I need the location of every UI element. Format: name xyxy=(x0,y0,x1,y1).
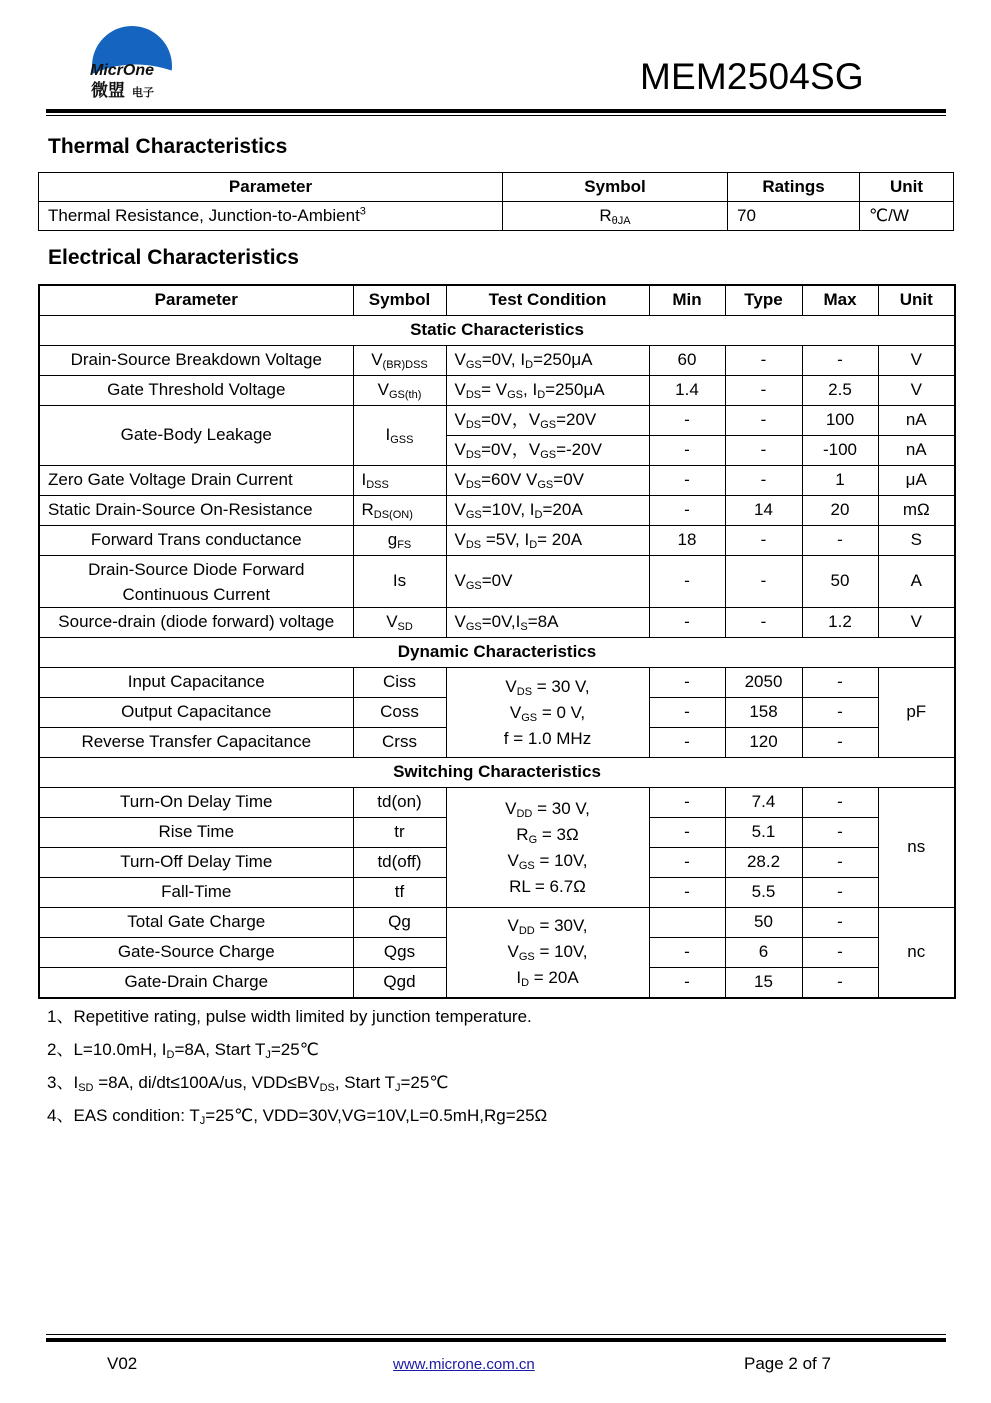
min: - xyxy=(649,788,725,818)
table-row xyxy=(39,526,955,556)
condition: $V_{DS}= V_{GS}$, $I_D=250\mu A$ xyxy=(446,376,649,406)
section-static: Static Characteristics xyxy=(39,316,955,346)
condition: $V_{GS}=0V$, $I_D=250\mu A$ xyxy=(446,346,649,376)
param: Rise Time xyxy=(39,818,353,848)
max: -100 xyxy=(802,436,878,466)
symbol: $I_{DSS}$ xyxy=(353,466,446,496)
unit: nc xyxy=(878,908,955,998)
min: - xyxy=(649,818,725,848)
typ: 28.2 xyxy=(725,848,802,878)
typ: 15 xyxy=(725,968,802,998)
min: 60 xyxy=(649,346,725,376)
param: Forward Trans conductance xyxy=(39,526,353,556)
typ: - xyxy=(725,556,802,608)
section-switching: Switching Characteristics xyxy=(39,758,955,788)
website-link[interactable]: www.microne.com.cn xyxy=(393,1356,535,1373)
logo-text-cn: 微盟 xyxy=(91,81,125,101)
symbol: Ciss xyxy=(353,668,446,698)
param: Static Drain-Source On-Resistance xyxy=(39,496,353,526)
header-symbol: Symbol xyxy=(353,285,446,316)
logo-text-cn-small: 电子 xyxy=(132,86,154,99)
typ: 158 xyxy=(725,698,802,728)
unit: S xyxy=(878,526,955,556)
symbol: Qgd xyxy=(353,968,446,998)
unit: V xyxy=(878,608,955,638)
symbol: Crss xyxy=(353,728,446,758)
max: - xyxy=(802,968,878,998)
symbol: $V_{SD}$ xyxy=(353,608,446,638)
typ: 50 xyxy=(725,908,802,938)
typ: - xyxy=(725,608,802,638)
condition: $V_{DD} = 30$ V, $R_G = 3\Omega$ $V_{GS} = 10V$, RL = 6.7Ω xyxy=(446,788,649,908)
thermal-header-parameter: Parameter xyxy=(39,173,503,202)
typ: 2050 xyxy=(725,668,802,698)
thermal-rating: 70 xyxy=(728,202,860,231)
condition: $V_{GS}=0V$ xyxy=(446,556,649,608)
condition: $V_{DS} =5V$, $I_D= 20A$ xyxy=(446,526,649,556)
table-row xyxy=(39,788,955,818)
note-4: 4、EAS condition: $T_J=25℃$, VDD=30V,VG=10V,L=0.5mH,Rg=25Ω xyxy=(47,1106,548,1127)
table-row xyxy=(39,346,955,376)
param: Output Capacitance xyxy=(39,698,353,728)
max: - xyxy=(802,526,878,556)
min: - xyxy=(649,436,725,466)
param: Drain-Source Diode Forward Continuous Current xyxy=(39,556,353,608)
footer-rule xyxy=(46,1338,946,1342)
min: - xyxy=(649,938,725,968)
unit: μA xyxy=(878,466,955,496)
typ: 5.1 xyxy=(725,818,802,848)
min: - xyxy=(649,496,725,526)
condition: $V_{DD} = 30V$, $V_{GS} = 10V$, $I_D = 20A$ xyxy=(446,908,649,998)
param: Source-drain (diode forward) voltage xyxy=(39,608,353,638)
symbol: Qg xyxy=(353,908,446,938)
condition: $V_{GS}=10V$, $I_D=20A$ xyxy=(446,496,649,526)
electrical-table xyxy=(38,284,956,999)
min: - xyxy=(649,968,725,998)
symbol: Is xyxy=(353,556,446,608)
param: Total Gate Charge xyxy=(39,908,353,938)
param: Gate-Body Leakage xyxy=(39,406,353,466)
typ: 120 xyxy=(725,728,802,758)
header-type: Type xyxy=(725,285,802,316)
min: - xyxy=(649,878,725,908)
param: Input Capacitance xyxy=(39,668,353,698)
unit: V xyxy=(878,376,955,406)
min: - xyxy=(649,556,725,608)
page-number: Page 2 of 7 xyxy=(744,1354,831,1373)
min: - xyxy=(649,668,725,698)
table-row xyxy=(39,466,955,496)
thermal-unit: ℃/W xyxy=(860,202,954,231)
logo-text-en: MicrOne xyxy=(90,62,155,79)
max: - xyxy=(802,668,878,698)
typ: - xyxy=(725,526,802,556)
thermal-title: Thermal Characteristics xyxy=(48,135,288,158)
min: - xyxy=(649,608,725,638)
header-unit: Unit xyxy=(878,285,955,316)
symbol: $I_{GSS}$ xyxy=(353,406,446,466)
typ: - xyxy=(725,466,802,496)
unit: nA xyxy=(878,406,955,436)
min: 18 xyxy=(649,526,725,556)
part-number: MEM2504SG xyxy=(640,56,864,97)
param: Zero Gate Voltage Drain Current xyxy=(39,466,353,496)
max: - xyxy=(802,818,878,848)
min: 1.4 xyxy=(649,376,725,406)
header-rule xyxy=(46,109,946,113)
unit: pF xyxy=(878,668,955,758)
table-row xyxy=(39,496,955,526)
symbol: td(on) xyxy=(353,788,446,818)
symbol: $g_{FS}$ xyxy=(353,526,446,556)
header-max: Max xyxy=(802,285,878,316)
symbol: tf xyxy=(353,878,446,908)
symbol: td(off) xyxy=(353,848,446,878)
max: - xyxy=(802,346,878,376)
max: - xyxy=(802,788,878,818)
unit: A xyxy=(878,556,955,608)
symbol: $R_{DS(ON)}$ xyxy=(353,496,446,526)
unit: mΩ xyxy=(878,496,955,526)
max: 1.2 xyxy=(802,608,878,638)
typ: - xyxy=(725,436,802,466)
company-logo xyxy=(88,26,180,102)
min: - xyxy=(649,698,725,728)
symbol: Coss xyxy=(353,698,446,728)
thermal-parameter: Thermal Resistance, Junction-to-Ambient$^3$ xyxy=(39,202,503,231)
max: - xyxy=(802,908,878,938)
thermal-symbol: $R_{\theta JA}$ xyxy=(503,202,728,231)
thermal-table xyxy=(38,172,954,231)
max: - xyxy=(802,878,878,908)
header-rule-thin xyxy=(46,115,946,116)
param: Turn-On Delay Time xyxy=(39,788,353,818)
header-min: Min xyxy=(649,285,725,316)
table-header-row xyxy=(39,285,955,316)
typ: 7.4 xyxy=(725,788,802,818)
min: - xyxy=(649,728,725,758)
min: - xyxy=(649,406,725,436)
param: Gate Threshold Voltage xyxy=(39,376,353,406)
max: - xyxy=(802,698,878,728)
unit: V xyxy=(878,346,955,376)
table-row xyxy=(39,668,955,698)
min: - xyxy=(649,466,725,496)
symbol: $V_{GS(th)}$ xyxy=(353,376,446,406)
typ: - xyxy=(725,346,802,376)
max: - xyxy=(802,728,878,758)
header-parameter: Parameter xyxy=(39,285,353,316)
max: 20 xyxy=(802,496,878,526)
typ: 6 xyxy=(725,938,802,968)
footnotes xyxy=(47,1007,547,1139)
condition: $V_{DS} = 30$ V, $V_{GS} = 0$ V, f = 1.0 MHz xyxy=(446,668,649,758)
condition: $V_{DS}=0V$，$V_{GS}=20V$ xyxy=(446,406,649,436)
table-row xyxy=(39,608,955,638)
min xyxy=(649,908,725,938)
document-version: V02 xyxy=(107,1354,138,1373)
typ: 5.5 xyxy=(725,878,802,908)
max: - xyxy=(802,848,878,878)
condition: $V_{DS}=0V$，$V_{GS}=-20V$ xyxy=(446,436,649,466)
max: 100 xyxy=(802,406,878,436)
table-row xyxy=(39,406,955,436)
max: - xyxy=(802,938,878,968)
typ: - xyxy=(725,406,802,436)
param: Fall-Time xyxy=(39,878,353,908)
symbol: $V_{(BR)DSS}$ xyxy=(353,346,446,376)
unit: nA xyxy=(878,436,955,466)
condition: $V_{DS}=60V$ $V_{GS}=0V$ xyxy=(446,466,649,496)
header-test-condition: Test Condition xyxy=(446,285,649,316)
typ: 14 xyxy=(725,496,802,526)
max: 1 xyxy=(802,466,878,496)
thermal-header-unit: Unit xyxy=(860,173,954,202)
min: - xyxy=(649,848,725,878)
electrical-title: Electrical Characteristics xyxy=(48,246,299,269)
note-1: 1、Repetitive rating, pulse width limited by junction temperature. xyxy=(47,1007,532,1026)
note-3: 3、$I_{SD} =8A$, di/dt≤100A/us, $VDD\le BV_{DS}$, Start $T_J=25℃$ xyxy=(47,1073,449,1094)
footer-rule-thin xyxy=(46,1334,946,1335)
table-row xyxy=(39,556,955,608)
thermal-header-ratings: Ratings xyxy=(728,173,860,202)
condition: $V_{GS}=0V,I_S=8A$ xyxy=(446,608,649,638)
typ: - xyxy=(725,376,802,406)
param: Gate-Source Charge xyxy=(39,938,353,968)
note-2: 2、L=10.0mH, $I_D=8A$, Start $T_J=25℃$ xyxy=(47,1040,319,1061)
max: 2.5 xyxy=(802,376,878,406)
symbol: tr xyxy=(353,818,446,848)
max: 50 xyxy=(802,556,878,608)
param: Reverse Transfer Capacitance xyxy=(39,728,353,758)
thermal-header-symbol: Symbol xyxy=(503,173,728,202)
symbol: Qgs xyxy=(353,938,446,968)
section-dynamic: Dynamic Characteristics xyxy=(39,638,955,668)
table-row xyxy=(39,908,955,938)
param: Gate-Drain Charge xyxy=(39,968,353,998)
table-row xyxy=(39,376,955,406)
param: Drain-Source Breakdown Voltage xyxy=(39,346,353,376)
param: Turn-Off Delay Time xyxy=(39,848,353,878)
unit: ns xyxy=(878,788,955,908)
